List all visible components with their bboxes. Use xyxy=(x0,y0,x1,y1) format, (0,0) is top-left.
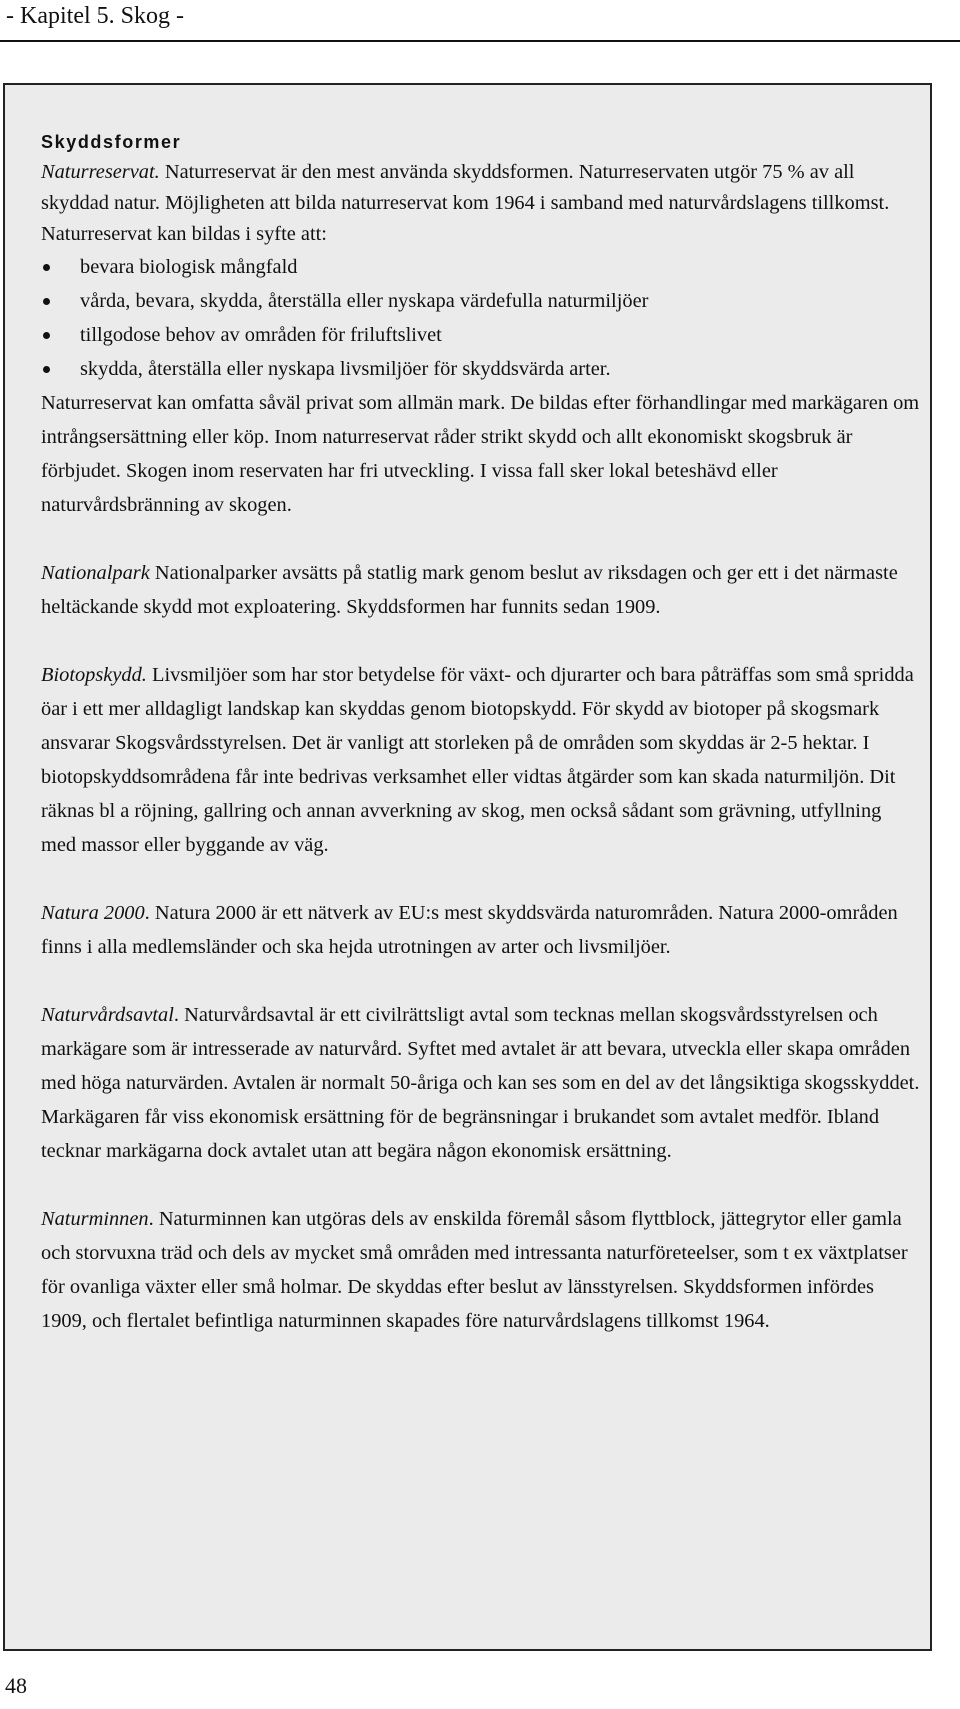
list-item: tillgodose behov av områden för friluftslivet xyxy=(41,318,921,352)
paragraph-nationalpark xyxy=(41,556,921,624)
list-item: bevara biologisk mångfald xyxy=(41,250,921,284)
naturreservat-details: Naturreservat kan omfatta såväl privat som allmän mark. De bildas efter förhandlingar med markägaren om intrångsersättning eller köp. Inom naturreservat råder strikt skydd och allt ekonomiskt skogsbruk är förbjudet. Skogen inom reservaten har fri utveckling. I vissa fall sker lokal beteshävd eller naturvårdsbränning av skogen. xyxy=(41,392,920,516)
chapter-header: - Kapitel 5. Skog - xyxy=(6,3,184,29)
term-biotopskydd: Biotopskydd. xyxy=(41,664,147,686)
fact-box-content xyxy=(41,130,921,1338)
term-naturvardsavtal: Naturvårdsavtal xyxy=(41,1004,174,1026)
paragraph-naturvardsavtal xyxy=(41,998,921,1168)
list-item: vårda, bevara, skydda, återställa eller nyskapa värdefulla naturmiljöer xyxy=(41,284,921,318)
term-natura2000: Natura 2000 xyxy=(41,902,145,924)
paragraph-biotopskydd xyxy=(41,658,921,862)
naturminnen-text: . Naturminnen kan utgöras dels av enskilda föremål såsom flyttblock, jättegrytor eller gamla och storvuxna träd och dels av mycket små områden med intressanta naturföreteelser, som t ex växtplatser för ovanliga växter eller små holmar. De skyddas efter beslut av länsstyrelsen. Skyddsformen infördes 1909, och flertalet befintliga naturminnen skapades före naturvårdslagens tillkomst 1964. xyxy=(41,1208,908,1332)
paragraph-naturreservat xyxy=(41,157,921,250)
fact-box-heading: Skyddsformer xyxy=(41,132,182,152)
paragraph-natura2000 xyxy=(41,896,921,964)
natura2000-text: . Natura 2000 är ett nätverk av EU:s mest skyddsvärda naturområden. Natura 2000-områden finns i alla medlemsländer och ska hejda utrotningen av arter och livsmiljöer. xyxy=(41,902,898,958)
paragraph-naturminnen xyxy=(41,1202,921,1338)
list-item: skydda, återställa eller nyskapa livsmiljöer för skyddsvärda arter. xyxy=(41,352,921,386)
term-naturminnen: Naturminnen xyxy=(41,1208,149,1230)
page-number: 48 xyxy=(5,1673,27,1698)
term-nationalpark: Nationalpark xyxy=(41,562,150,584)
header-divider xyxy=(0,40,960,42)
naturvardsavtal-text: . Naturvårdsavtal är ett civilrättsligt avtal som tecknas mellan skogsvårdsstyrelsen och markägare som är intresserade av naturvård. Syftet med avtalet är att bevara, utveckla eller skapa områden med höga naturvärden. Avtalen är normalt 50-åriga och kan ses som en del av det långsiktiga skogsskyddet. Markägaren får viss ekonomisk ersättning för de begränsningar i brukandet som avtalet medför. Ibland tecknar markägarna dock avtalet utan att begära någon ekonomisk ersättning. xyxy=(41,1004,920,1162)
biotopskydd-text: Livsmiljöer som har stor betydelse för växt- och djurarter och bara påträffas som små spridda öar i ett mer alldagligt landskap kan skyddas genom biotopskydd. För skydd av biotoper på skogsmark ansvarar Skogsvårdsstyrelsen. Det är vanligt att storleken på de områden som skyddas är 2-5 hektar. I biotopskyddsområdena får inte bedrivas verksamhet eller vidtas åtgärder som kan skada naturmiljön. Dit räknas bl a röjning, gallring och annan avverkning av skog, men också sådant som grävning, utfyllning med massor eller byggande av väg. xyxy=(41,664,914,856)
nationalpark-text: Nationalparker avsätts på statlig mark genom beslut av riksdagen och ger ett i det närmaste heltäckande skydd mot exploatering. Skyddsformen har funnits sedan 1909. xyxy=(41,562,898,618)
term-naturreservat: Naturreservat. xyxy=(41,161,160,183)
naturreservat-intro: Naturreservat är den mest använda skyddsformen. Naturreservaten utgör 75 % av all skyddad natur. Möjligheten att bilda naturreservat kom 1964 i samband med naturvårdslagens tillkomst. Naturreservat kan bildas i syfte att: xyxy=(41,161,890,245)
naturreservat-purpose-list xyxy=(41,250,921,386)
